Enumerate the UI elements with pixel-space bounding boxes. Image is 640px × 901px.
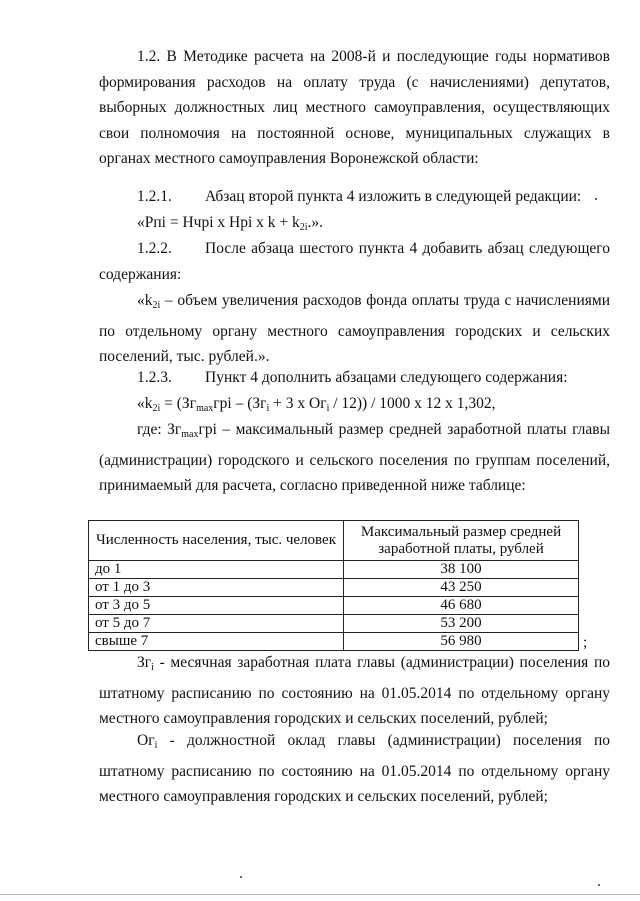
item-1-2-2-number: 1.2.2. — [137, 240, 172, 257]
table-row — [89, 597, 579, 615]
item-1-2-1 — [137, 184, 610, 210]
item-1-2-2 — [99, 236, 610, 287]
scan-speck — [595, 198, 597, 200]
item-1-2-3-text: Пункт 4 дополнить абзацами следующего содержания: — [205, 369, 568, 386]
where-zgmax: где: $Зг_{max}грi$ – максимальный размер средней заработной платы главы (администрации) городского и сельского поселения по группам поселений, принимаемый для расчета, согласно приведенной ниже таблице: — [99, 421, 611, 494]
table-cell-value: 38 100 — [344, 561, 579, 579]
table-cell-range: от 5 до 7 — [89, 615, 344, 633]
item-1-2-3 — [137, 365, 640, 391]
formula-rpi: «Рпi = Нчрi х Нрi х $k + k_{2i}$.». — [137, 214, 324, 233]
item-1-2-1-number: 1.2.1. — [137, 188, 172, 205]
paragraph-1-2-text: 1.2. В Методике расчета на 2008-й и последующие годы нормативов формирования расходов на оплату труда (с начислениями) депутатов, выборных должностных лиц местного самоуправления, осуществляющих свои полномочия на постоянной основе, муниципальных служащих в органах местного самоуправления Воронежской области: — [99, 48, 610, 167]
table-cell-value: 56 980 — [344, 633, 579, 651]
salary-norms-table — [88, 520, 579, 651]
formula-k2i: «$k_{2i} = (Зг_{max}грi - (Зг_i + 3$ х $Ог_i / 12)) / 1000$ х 12 х 1,302, — [137, 395, 496, 414]
ogi-definition: $Ог_i$ - должностной оклад главы (администрации) поселения по штатному расписанию по состоянию на 01.05.2014 по отдельному органу местного самоуправления городских и сельских поселений, рублей; — [99, 732, 610, 805]
k2i-definition: «$k_{2i}$ – объем увеличения расходов фонда оплаты труда с начислениями по отдельному органу местного самоуправления городских и сельских поселений, тыс. рублей.». — [99, 292, 610, 365]
table-cell-value: 53 200 — [344, 615, 579, 633]
item-1-2-3-number: 1.2.3. — [137, 369, 172, 386]
scan-speck — [598, 884, 600, 886]
table-header-row — [89, 521, 579, 561]
table-row — [89, 615, 579, 633]
table-cell-value: 46 680 — [344, 597, 579, 615]
table-cell-range: до 1 — [89, 561, 344, 579]
table-cell-range: свыше 7 — [89, 633, 344, 651]
page-bottom-edge — [0, 894, 640, 895]
table-row — [89, 579, 579, 597]
item-1-2-1-text: Абзац второй пункта 4 изложить в следующей редакции: — [205, 188, 582, 205]
table-header-population: Численность населения, тыс. человек — [89, 521, 344, 561]
zgi-definition: $Зг_i$ - месячная заработная плата главы (администрации) поселения по штатному расписанию по состоянию на 01.05.2014 по отдельному органу местного самоуправления городских и сельских поселений, рублей; — [99, 654, 610, 727]
table-cell-range: от 1 до 3 — [89, 579, 344, 597]
item-1-2-2-text: После абзаца шестого пункта 4 добавить абзац следующего содержания: — [99, 240, 610, 283]
table-row — [89, 633, 579, 651]
table-cell-value: 43 250 — [344, 579, 579, 597]
table-semicolon: ; — [583, 634, 588, 651]
paragraph-1-2 — [99, 44, 610, 172]
scan-speck — [240, 876, 242, 878]
table-cell-range: от 3 до 5 — [89, 597, 344, 615]
table-row — [89, 561, 579, 579]
table-header-salary: Максимальный размер средней заработной платы, рублей — [344, 521, 579, 561]
